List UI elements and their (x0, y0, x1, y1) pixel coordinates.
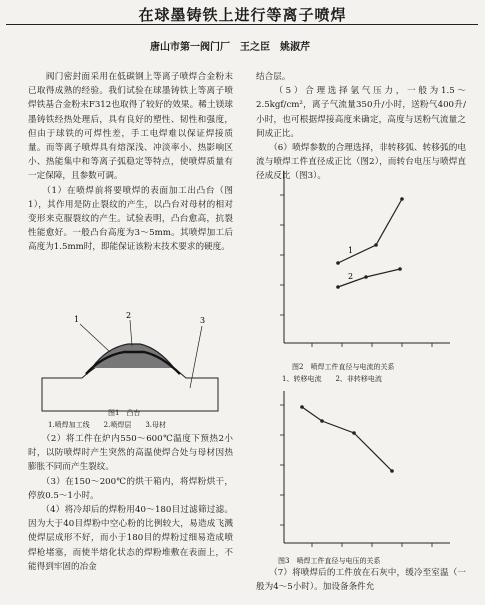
article-authors: 唐山市第一阀门厂 王之臣 姚淑芹 (150, 42, 310, 53)
title-rule (6, 24, 478, 25)
left-column-top (28, 70, 233, 255)
figure-3-caption: 图3 喷焊工件直径与电压的关系 (278, 557, 381, 565)
figure-3-voltage-chart (262, 385, 454, 555)
right-paragraph-1: 结合层。 (256, 72, 291, 82)
figure-1-label-1: 1 (74, 315, 80, 324)
figure-2-current-chart (262, 165, 454, 360)
figure-2-legend: 1、转移电流 2、非转移电流 (282, 375, 382, 383)
left-paragraph-5: （4）将冷却后的焊粉用40～180目过滤筛过滤。因为大于40目焊粉中空心粉的比例较大，易造成飞溅使焊层成形不好，而小于180目的焊粉过细易造成喷焊枪堵塞，而使半熔化状态的焊粉堆敷在表面上，不能得到牢固的冶金 (28, 505, 233, 572)
figure-1-legend: 1.喷焊加工线 2.喷焊层 3.母材 (48, 421, 167, 429)
left-paragraph-2: （1）在喷焊前将要喷焊的表面加工出凸台（图1），其作用是防止裂纹的产生，以凸台对母材的相对变形来克服裂纹的产生。试验表明，凸台愈高，抗裂性能愈好。一般凸台高度为3～5mm。其喷焊加工后高度为1.5mm时，即能保证该粉末技术要求的硬度。 (28, 185, 233, 253)
figure-1-caption: 图1 凸台 (108, 409, 141, 417)
right-paragraph-4: （7）将喷焊后的工件放在石灰中，缓冷至室温（一般为4～5小时）。加设备条件允 (256, 568, 466, 593)
left-paragraph-3: （2）将工件在炉内550～600℃温度下预热2小时，以防喷焊时产生突然的高温使焊合处与母材因热膨胀不同而产生裂纹。 (28, 434, 233, 473)
figure-2-caption: 图2 喷焊工件直径与电流的关系 (292, 363, 395, 371)
left-paragraph-1: 阀门密封面采用在低碳钢上等离子喷焊合金粉末已取得成熟的经验。我们试验在球墨铸铁上等离子喷焊铁基合金粉末F312也取得了较好的效果。稀土镁球墨铸铁经热处理后，具有良好的塑性、韧性和强度，但由于球铁的可焊性差，手工电焊难以保证焊接质量。而等离子喷焊具有熔深浅、冲淡率小、热影响区小、热能集中和等离子弧稳定等特点，使喷焊质量有一定保障，且参数可调。 (28, 72, 233, 182)
left-column-bottom (28, 432, 233, 574)
figure-3-series (302, 407, 392, 471)
figure-1-label-2: 2 (126, 311, 132, 320)
right-column-bottom (256, 566, 466, 594)
figure-2-curve-label-1: 1 (348, 246, 354, 255)
figure-1-label-3: 3 (200, 316, 206, 325)
figure-1-boss-diagram (40, 308, 220, 413)
right-paragraph-3: （6）喷焊参数的合理选择，非转移弧、转移弧的电流与喷焊工件直径成正比（图2），而转台电压与喷焊直径成反比（图3）。 (256, 143, 466, 182)
article-title: 在球墨铸铁上进行等离子喷焊 (138, 6, 347, 24)
figure-2-curve-label-2: 2 (348, 272, 354, 281)
right-paragraph-2: （5）合理选择氩气压力，一般为1.5～2.5kgf/cm²，离子气流量350升/小时，送粉气400升/小时，也可根据焊接高度来确定，高度与送粉气流量之间成正比。 (256, 86, 466, 139)
left-paragraph-4: （3）在150～200℃的烘干箱内，将焊粉烘干，停放0.5～1小时。 (28, 476, 233, 501)
